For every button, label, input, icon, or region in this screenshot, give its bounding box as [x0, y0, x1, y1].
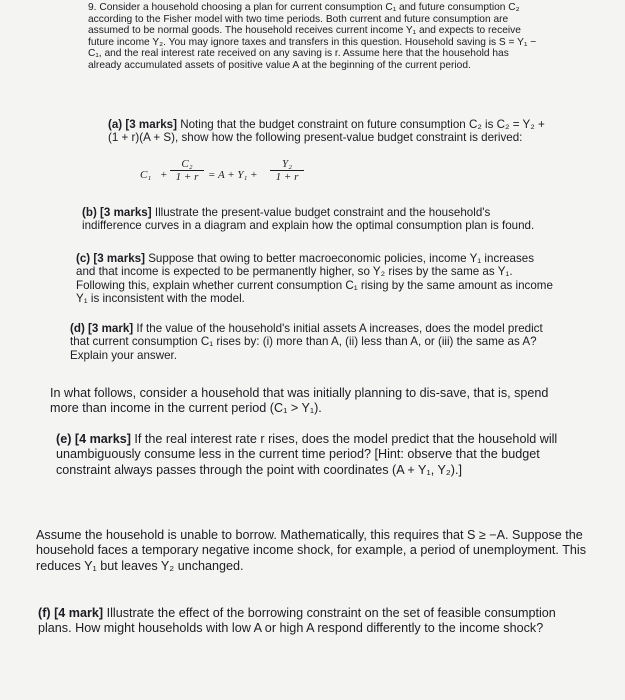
part-b-marks: [3 marks] — [100, 206, 152, 219]
part-c-text: Suppose that owing to better macroeconomic policies, income Y₁ increases and that income is expected to be permanently higher, so Y₂ rises by the same as Y₁. Following this, explain whether current consumption C₁ rising by the same amount as income Y₁ is inconsistent with the model. — [76, 252, 553, 306]
formula-frac2-denominator: 1 + r — [275, 171, 299, 183]
part-b-label: (b) — [82, 206, 97, 219]
part-a-label: (a) — [108, 118, 123, 131]
formula-fraction-y2 — [270, 158, 304, 183]
formula-frac1-numerator: C₂ — [170, 158, 204, 171]
part-d-marks: [3 mark] — [88, 322, 134, 335]
formula-frac1-denominator: 1 + r — [175, 171, 199, 183]
part-c-label: (c) — [76, 252, 91, 265]
present-value-budget-constraint — [140, 158, 310, 194]
part-d-label: (d) — [70, 322, 85, 335]
part-e — [56, 432, 576, 478]
part-f-text: Illustrate the effect of the borrowing constraint on the set of feasible consumption plans. How might households with low A or high A respond differently to the income shock? — [38, 606, 556, 636]
part-e-text: If the real interest rate r rises, does the model predict that the household will unambiguously consume less in the current time period? [Hint: observe that the budget constraint always passes through the point with coordinates (A + Y₁, Y₂).] — [56, 432, 558, 477]
part-a-marks: [3 marks] — [125, 118, 177, 131]
formula-plus: + — [160, 169, 168, 181]
part-f-label: (f) — [38, 606, 51, 620]
part-a-text: Noting that the budget constraint on future consumption C₂ is C₂ = Y₂ + (1 + r)(A + S), show how the following present-value budget constraint is derived: — [108, 118, 545, 145]
interlude-borrowing-text: Assume the household is unable to borrow. Mathematically, this requires that S ≥ −A. Suppose the household faces a temporary negative income shock, for example, a period of unemployment. This reduces Y₁ but leaves Y₂ unchanged. — [36, 528, 586, 573]
part-d — [70, 322, 560, 362]
part-f-marks: [4 mark] — [54, 606, 104, 620]
part-c — [76, 252, 556, 306]
part-e-label: (e) — [56, 432, 72, 446]
formula-c1: C₁ — [140, 169, 152, 181]
question-intro-text: Consider a household choosing a plan for current consumption C₁ and future consumption C₂ according to the Fisher model with two time periods. Both current and future consumption are assumed to be normal goods. The household receives current income Y₁ and expects to receive future income Y₂. You may ignore taxes and transfers in this question. Household saving is S = Y₁ − C₁, and the real interest rate received on any saving is r. Assume here that the household has already accumulated assets of positive value A at the beginning of the current period. — [88, 2, 537, 71]
part-a — [108, 118, 548, 145]
question-number: 9. — [88, 2, 97, 13]
formula-rhs: = A + Y₁ + — [208, 169, 258, 181]
interlude-dissave-text: In what follows, consider a household that was initially planning to dis-save, that is, spend more than income in the current period (C₁ > Y₁). — [50, 386, 549, 416]
part-b-text: Illustrate the present-value budget constraint and the household's indifference curves in a diagram and explain how the optimal consumption plan is found. — [82, 206, 535, 233]
formula-fraction-c2 — [170, 158, 204, 183]
part-c-marks: [3 marks] — [93, 252, 145, 265]
part-d-text: If the value of the household's initial assets A increases, does the model predict that current consumption C₁ rises by: (i) more than A, (ii) less than A, or (iii) the same as A? Explain your answer. — [70, 322, 543, 362]
question-intro — [88, 2, 543, 72]
part-f — [38, 606, 583, 637]
formula-frac2-numerator: Y₂ — [270, 158, 304, 171]
interlude-dissave — [50, 386, 570, 417]
interlude-borrowing — [36, 528, 586, 574]
part-e-marks: [4 marks] — [74, 432, 131, 446]
part-b — [82, 206, 552, 233]
